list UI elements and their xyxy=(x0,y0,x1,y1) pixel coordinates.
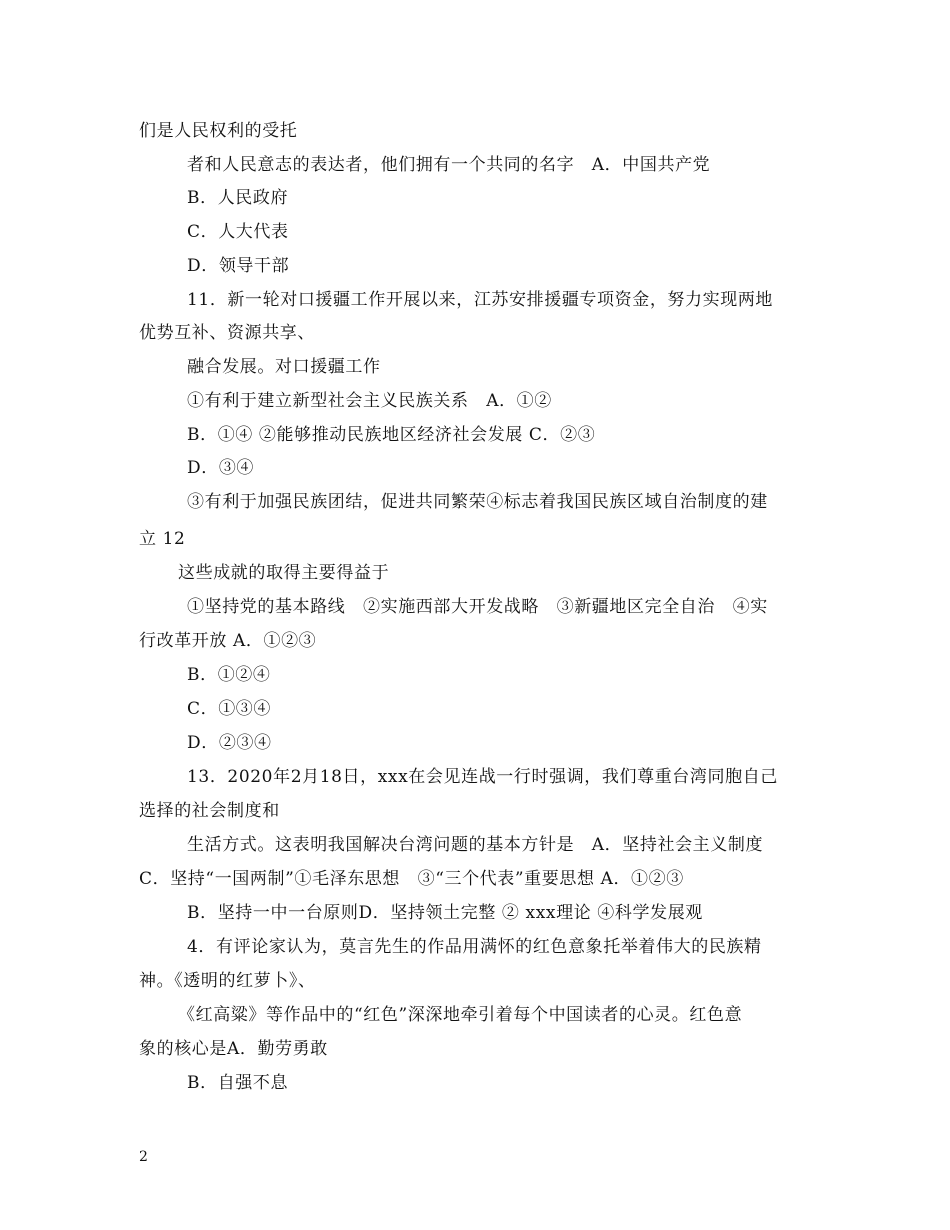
text-line: 者和人民意志的表达者，他们拥有一个共同的名字 A．中国共产党 xyxy=(187,155,711,175)
text-line: B．①②④ xyxy=(187,665,271,685)
text-line: 13．2020年2月18日，xxx在会见连战一行时强调，我们尊重台湾同胞自己 xyxy=(187,767,778,787)
text-line: C．①③④ xyxy=(187,699,272,719)
text-line: 《红高粱》等作品中的“红色”深深地牵引着每个中国读者的心灵。红色意 xyxy=(178,1005,743,1025)
text-line: 生活方式。这表明我国解决台湾问题的基本方针是 A．坚持社会主义制度 xyxy=(187,835,764,855)
text-line: B．人民政府 xyxy=(187,188,289,208)
text-line: B．自强不息 xyxy=(187,1073,289,1093)
text-line: 选择的社会制度和 xyxy=(139,801,280,821)
text-line: 4．有评论家认为，莫言先生的作品用满怀的红色意象托举着伟大的民族精 xyxy=(187,937,762,957)
text-line: 11．新一轮对口援疆工作开展以来，江苏安排援疆专项资金，努力实现两地 xyxy=(187,290,774,310)
text-line: 神。《透明的红萝卜》、 xyxy=(139,971,316,991)
text-line: D．领导干部 xyxy=(187,256,290,276)
text-line: 象的核心是A．勤劳勇敢 xyxy=(139,1039,328,1059)
text-line: 行改革开放 A．①②③ xyxy=(139,631,317,651)
page-number: 2 xyxy=(139,1149,148,1165)
text-line: 优势互补、资源共享、 xyxy=(139,323,315,343)
text-line: ①坚持党的基本路线 ②实施西部大开发战略 ③新疆地区完全自治 ④实 xyxy=(187,597,768,617)
text-line: ③有利于加强民族团结，促进共同繁荣④标志着我国民族区域自治制度的建 xyxy=(187,492,768,512)
text-line: D．②③④ xyxy=(187,733,272,753)
text-line: C．坚持“一国两制”①毛泽东思想 ③“三个代表”重要思想 A．①②③ xyxy=(139,869,684,889)
text-line: C．人大代表 xyxy=(187,222,289,242)
text-line: 们是人民权利的受托 xyxy=(139,121,298,141)
text-line: 融合发展。对口援疆工作 xyxy=(187,357,381,377)
text-line: 立 12 xyxy=(139,529,186,549)
text-line: ①有利于建立新型社会主义民族关系 A．①② xyxy=(187,391,552,411)
text-line: D．③④ xyxy=(187,458,255,478)
text-line: B．①④ ②能够推动民族地区经济社会发展 C．②③ xyxy=(187,425,596,445)
text-line: 这些成就的取得主要得益于 xyxy=(178,563,390,583)
text-line: B．坚持一中一台原则D．坚持领土完整 ② xxx理论 ④科学发展观 xyxy=(187,903,703,923)
